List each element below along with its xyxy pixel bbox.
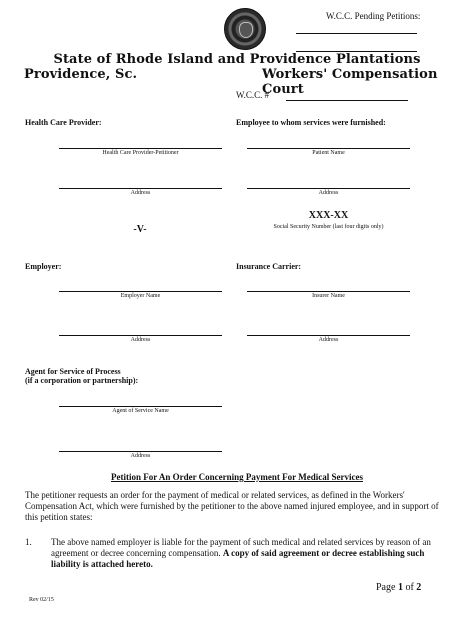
employer-address-caption: Address	[130, 337, 151, 343]
agent-name-caption: Agent of Service Name	[112, 408, 169, 414]
item-paragraph	[51, 537, 444, 570]
patient-name-field[interactable]	[247, 148, 410, 149]
agent-address-caption: Address	[130, 453, 151, 459]
insurer-name-caption: Insurer Name	[312, 293, 345, 299]
patient-address-field[interactable]	[247, 188, 410, 189]
pending-petition-line-1[interactable]	[296, 33, 417, 34]
wcc-number-label: W.C.C. #	[236, 90, 270, 100]
versus-label: -V-	[133, 224, 147, 235]
petition-title: Petition For An Order Concerning Payment For Medical Services	[111, 472, 363, 482]
insurance-carrier-label: Insurance Carrier:	[236, 262, 302, 271]
petition-intro: The petitioner requests an order for the payment of medical or related services, as defined in the Workers' Compensation Act, which were furnished by the petitioner to the above named injured employee, and in support of this petition states:	[25, 490, 439, 522]
agent-address-field[interactable]	[59, 451, 222, 452]
insurer-address-field[interactable]	[247, 335, 410, 336]
page-prefix: Page	[376, 582, 396, 593]
court-seal-icon	[224, 8, 266, 50]
insurer-address-caption: Address	[318, 337, 339, 343]
employer-name-field[interactable]	[59, 291, 222, 292]
provider-address-field[interactable]	[59, 188, 222, 189]
health-care-provider-label: Health Care Provider:	[25, 118, 102, 127]
page-total: 2	[416, 582, 422, 593]
employer-label: Employer:	[25, 262, 62, 271]
item-text: The above named employer is liable for the payment of such medical and related services by reason of an agreement or decree concerning compensation.	[51, 537, 431, 558]
pending-petitions-label: W.C.C. Pending Petitions:	[326, 11, 421, 21]
revision-label: Rev 02/15	[29, 597, 54, 603]
patient-name-caption: Patient Name	[312, 150, 345, 156]
provider-name-caption: Health Care Provider-Petitioner	[102, 150, 179, 156]
page-current: 1	[397, 582, 403, 593]
ssn-caption: Social Security Number (last four digits only)	[273, 224, 384, 230]
wcc-number-field[interactable]	[286, 100, 408, 101]
insurer-name-field[interactable]	[247, 291, 410, 292]
court-county-heading: Providence, Sc.	[24, 67, 138, 82]
patient-address-caption: Address	[318, 190, 339, 196]
court-state-heading: State of Rhode Island and Providence Plantations	[53, 52, 421, 67]
employee-label: Employee to whom services were furnished:	[236, 118, 386, 127]
employer-name-caption: Employer Name	[120, 293, 161, 299]
ssn-value[interactable]: XXX-XX	[308, 210, 349, 221]
agent-name-field[interactable]	[59, 406, 222, 407]
item-number: 1.	[25, 537, 32, 547]
court-name-heading: Workers' Compensation Court	[262, 67, 438, 97]
employer-address-field[interactable]	[59, 335, 222, 336]
agent-label: Agent for Service of Process	[25, 367, 121, 376]
page-of: of	[405, 582, 414, 593]
page-indicator	[376, 582, 421, 593]
agent-label-condition: (if a corporation or partnership):	[25, 376, 139, 385]
provider-address-caption: Address	[130, 190, 151, 196]
provider-name-field[interactable]	[59, 148, 222, 149]
item-bold-text: A copy of said agreement or decree establishing such liability is attached hereto.	[51, 548, 425, 569]
